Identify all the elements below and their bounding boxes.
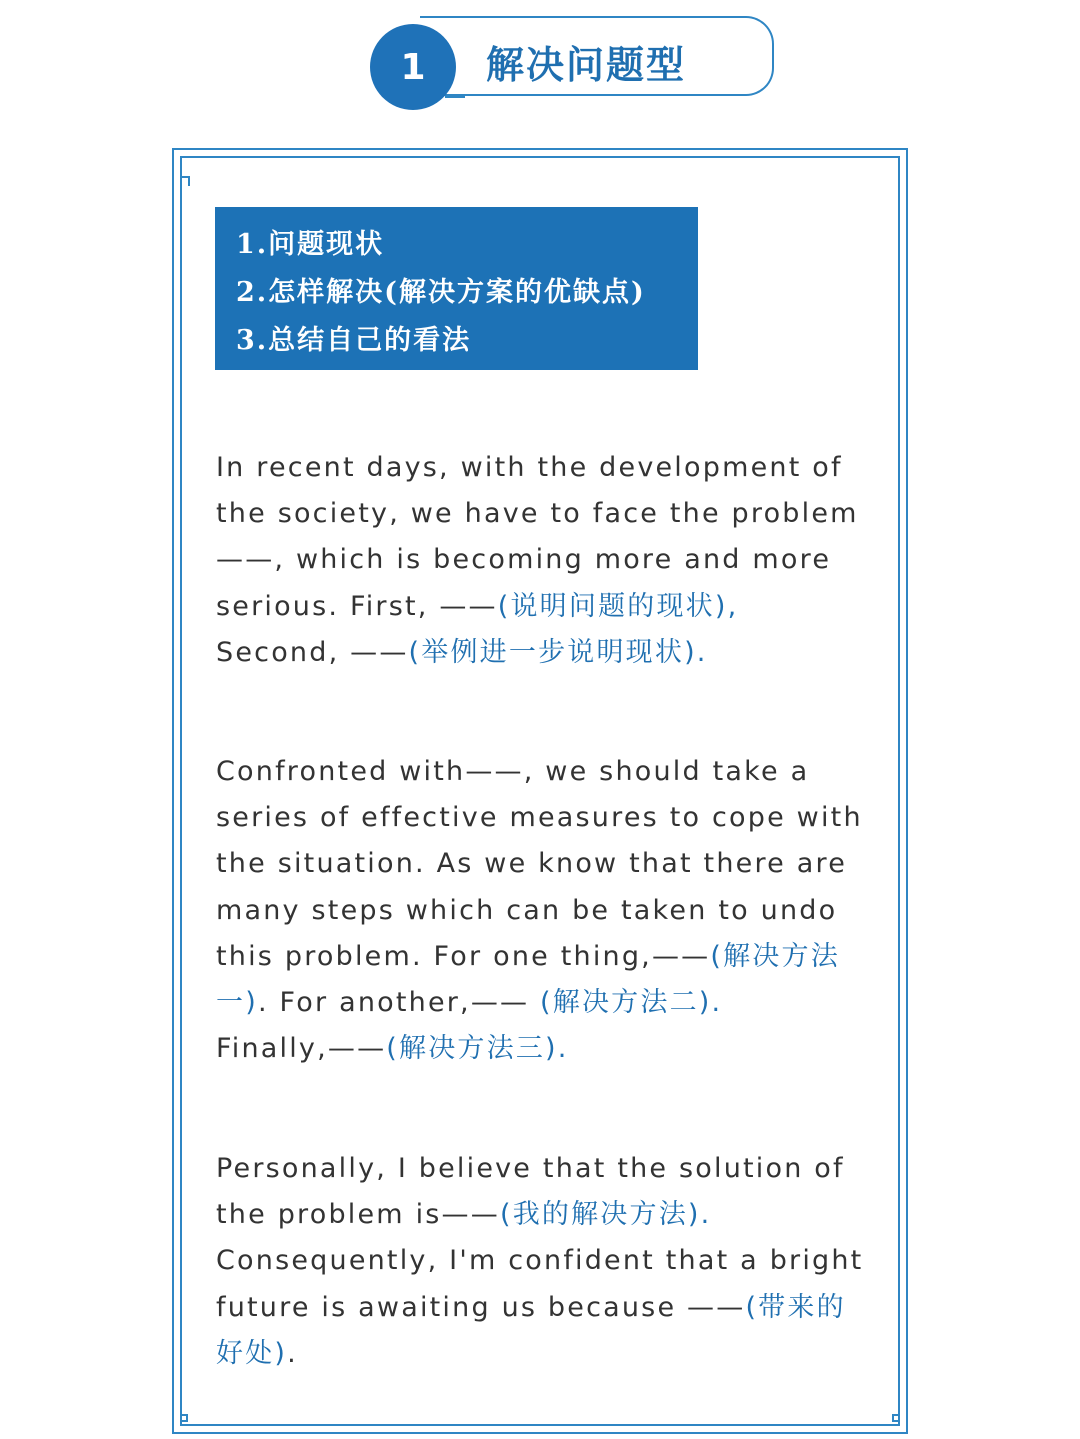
text-line: [216, 1192, 866, 1238]
text-line: [216, 1285, 866, 1331]
paragraph-problem: [216, 445, 866, 676]
outline-item: 3.总结自己的看法: [236, 325, 472, 356]
hint-text: (我的解决方法).: [499, 1199, 712, 1231]
text-line: Consequently, I'm confident that a bright: [216, 1245, 864, 1277]
text-line: [216, 1026, 866, 1072]
paragraph-solutions: [216, 749, 866, 1072]
text-line: the situation. As we know that there are: [216, 848, 848, 880]
text-line: [216, 1331, 866, 1377]
hint-text: (解决方法三).: [386, 1033, 569, 1065]
text-segment: the problem is——: [216, 1199, 500, 1231]
frame-corner: [180, 1414, 188, 1422]
text-segment: this problem. For one thing,——: [216, 940, 711, 972]
text-line: many steps which can be taken to undo: [216, 894, 838, 926]
text-line: series of effective measures to cope with: [216, 802, 863, 834]
text-line: the society, we have to face the problem: [216, 498, 859, 530]
frame-corner: [892, 1414, 900, 1422]
hint-text: (举例进一步说明现状).: [408, 636, 708, 668]
text-line: Confronted with——, we should take a: [216, 756, 810, 787]
outline-item: 2.怎样解决(解决方案的优缺点): [236, 277, 646, 308]
hint-text: (带来的: [745, 1291, 846, 1323]
text-segment: Finally,——: [216, 1033, 387, 1065]
text-line: [216, 584, 866, 630]
text-line: ——, which is becoming more and more: [216, 544, 832, 576]
hint-text: (解决方法二).: [540, 987, 723, 1019]
text-line: In recent days, with the development of: [216, 452, 843, 483]
paragraph-conclusion: [216, 1146, 866, 1377]
page-title: 解决问题型: [486, 43, 687, 87]
text-segment: . For another,——: [257, 987, 541, 1019]
text-line: [216, 980, 866, 1026]
hint-text: (解决方法: [710, 940, 840, 972]
section-number-badge: [370, 24, 456, 110]
text-segment: Second, ——: [216, 636, 409, 668]
text-line: [216, 934, 866, 980]
outline-item: 1.问题现状: [236, 229, 385, 260]
text-segment: future is awaiting us because ——: [216, 1291, 746, 1323]
text-segment: serious. First, ——: [216, 590, 498, 622]
text-line: [216, 630, 866, 676]
hint-text: 好处): [216, 1337, 288, 1369]
outline-box: [215, 207, 698, 370]
text-segment: .: [287, 1337, 298, 1369]
section-number: 1: [400, 46, 426, 88]
hint-text: (说明问题的现状),: [497, 590, 739, 622]
text-line: Personally, I believe that the solution of: [216, 1153, 845, 1184]
frame-corner: [182, 176, 190, 186]
hint-text: 一): [216, 987, 258, 1019]
title-notch: [445, 96, 465, 98]
